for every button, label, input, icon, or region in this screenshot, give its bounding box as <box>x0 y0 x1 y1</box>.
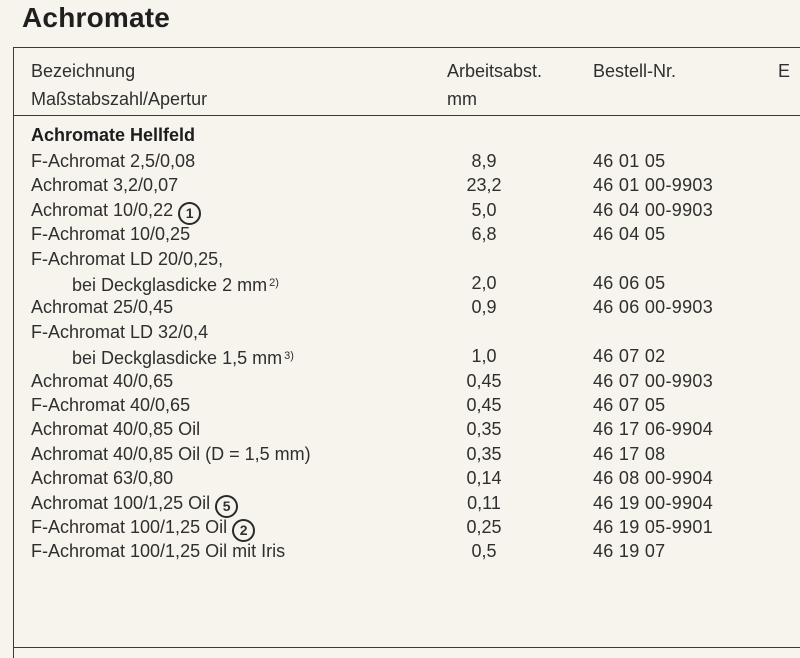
section-row <box>0 123 800 147</box>
row-designation <box>31 198 201 225</box>
row-designation-text: bei Deckglasdicke 1,5 mm <box>72 348 283 369</box>
row-working-distance: 0,45 <box>466 395 502 415</box>
footnote-marker: 3) <box>284 350 294 363</box>
row-order-number: 46 17 08 <box>593 443 666 464</box>
row-designation-text: F-Achromat 100/1,25 Oil <box>31 517 228 537</box>
row-working-distance: 23,2 <box>466 175 502 196</box>
row-order-number: 46 04 00-9903 <box>593 199 714 220</box>
row-working-distance: 0,9 <box>471 297 497 318</box>
table-row <box>0 442 800 466</box>
row-designation <box>31 417 200 441</box>
row-working-distance: 8,9 <box>471 151 497 171</box>
row-working-distance: 0,5 <box>471 541 497 562</box>
header-working-distance: Arbeitsabst. <box>447 61 543 81</box>
row-designation <box>31 466 173 490</box>
row-designation <box>72 344 294 370</box>
table-row <box>0 369 800 393</box>
row-designation-text: Achromat 63/0,80 <box>31 468 174 489</box>
table-row <box>0 271 800 295</box>
table-row <box>0 198 800 222</box>
row-order-number: 46 07 02 <box>593 346 666 367</box>
row-designation <box>31 320 208 344</box>
header-order-number: Bestell-Nr. <box>593 61 677 81</box>
table-row <box>0 320 800 344</box>
row-order-number: 46 04 05 <box>593 224 666 245</box>
row-designation <box>31 173 178 197</box>
row-order-number: 46 08 00-9904 <box>593 468 714 489</box>
row-designation <box>31 491 238 518</box>
page-title: Achromate <box>22 2 171 33</box>
row-designation-text: Achromat 25/0,45 <box>31 297 174 318</box>
row-designation-text: bei Deckglasdicke 2 mm <box>72 275 268 295</box>
row-working-distance: 2,0 <box>471 273 497 293</box>
table-row <box>0 247 800 271</box>
row-order-number: 46 01 05 <box>593 151 666 171</box>
row-order-number: 46 19 00-9904 <box>593 492 714 513</box>
section-title: Achromate Hellfeld <box>31 125 196 145</box>
row-designation <box>31 539 285 563</box>
row-working-distance: 1,0 <box>471 346 497 367</box>
footnote-marker: 2) <box>269 277 279 289</box>
header-unit-mm: mm <box>447 89 477 109</box>
header-divider <box>13 115 800 116</box>
row-designation-text: F-Achromat 40/0,65 <box>31 395 191 415</box>
table-row <box>0 173 800 197</box>
row-working-distance: 0,35 <box>466 419 502 440</box>
row-designation <box>31 295 173 319</box>
row-designation <box>31 222 190 246</box>
row-working-distance: 0,25 <box>466 517 502 537</box>
row-designation <box>31 393 190 417</box>
row-working-distance: 5,0 <box>471 199 497 220</box>
table-bottom-rule <box>13 647 800 648</box>
table-row <box>0 295 800 319</box>
row-order-number: 46 17 06-9904 <box>593 419 714 440</box>
row-designation-text: Achromat 40/0,85 Oil (D = 1,5 mm) <box>31 443 311 464</box>
table-row <box>0 393 800 417</box>
row-designation <box>31 515 255 542</box>
row-order-number: 46 06 05 <box>593 273 666 293</box>
row-working-distance: 0,35 <box>466 443 502 464</box>
table-row <box>0 515 800 539</box>
row-designation <box>31 149 195 173</box>
row-designation-text: Achromat 3,2/0,07 <box>31 175 179 196</box>
row-designation-text: F-Achromat 100/1,25 Oil mit Iris <box>31 541 286 562</box>
table-row <box>0 344 800 368</box>
row-working-distance: 0,45 <box>466 370 502 391</box>
row-designation <box>31 369 173 393</box>
table-row <box>0 149 800 173</box>
row-working-distance: 6,8 <box>471 224 497 245</box>
row-designation-text: F-Achromat LD 32/0,4 <box>31 321 209 342</box>
row-working-distance: 0,14 <box>466 468 502 489</box>
row-designation <box>31 442 311 466</box>
row-order-number: 46 06 00-9903 <box>593 297 714 318</box>
row-order-number: 46 07 05 <box>593 395 666 415</box>
row-designation-text: F-Achromat 2,5/0,08 <box>31 151 196 171</box>
row-designation-text: Achromat 40/0,85 Oil <box>31 419 201 440</box>
row-designation-text: Achromat 40/0,65 <box>31 370 174 391</box>
header-magnification-aperture: Maßstabszahl/Apertur <box>31 89 208 109</box>
circled-number-icon: 1 <box>178 202 201 225</box>
circled-number-icon: 5 <box>215 495 238 518</box>
row-designation-text: Achromat 100/1,25 Oil <box>31 492 211 513</box>
row-working-distance: 0,11 <box>467 492 501 513</box>
table-row <box>0 539 800 563</box>
circled-number-icon: 2 <box>232 519 255 542</box>
header-col4-cut: E <box>778 61 791 81</box>
table-row <box>0 417 800 441</box>
table-row <box>0 466 800 490</box>
row-designation-text: F-Achromat LD 20/0,25, <box>31 248 224 269</box>
row-designation-text: F-Achromat 10/0,25 <box>31 224 191 245</box>
row-order-number: 46 01 00-9903 <box>593 175 714 196</box>
row-order-number: 46 19 05-9901 <box>593 517 714 537</box>
row-order-number: 46 07 00-9903 <box>593 370 714 391</box>
row-order-number: 46 19 07 <box>593 541 666 562</box>
row-designation <box>72 271 279 297</box>
header-designation: Bezeichnung <box>31 61 136 81</box>
table-row <box>0 491 800 515</box>
row-designation-text: Achromat 10/0,22 <box>31 199 174 220</box>
table-row <box>0 222 800 246</box>
row-designation <box>31 247 223 271</box>
